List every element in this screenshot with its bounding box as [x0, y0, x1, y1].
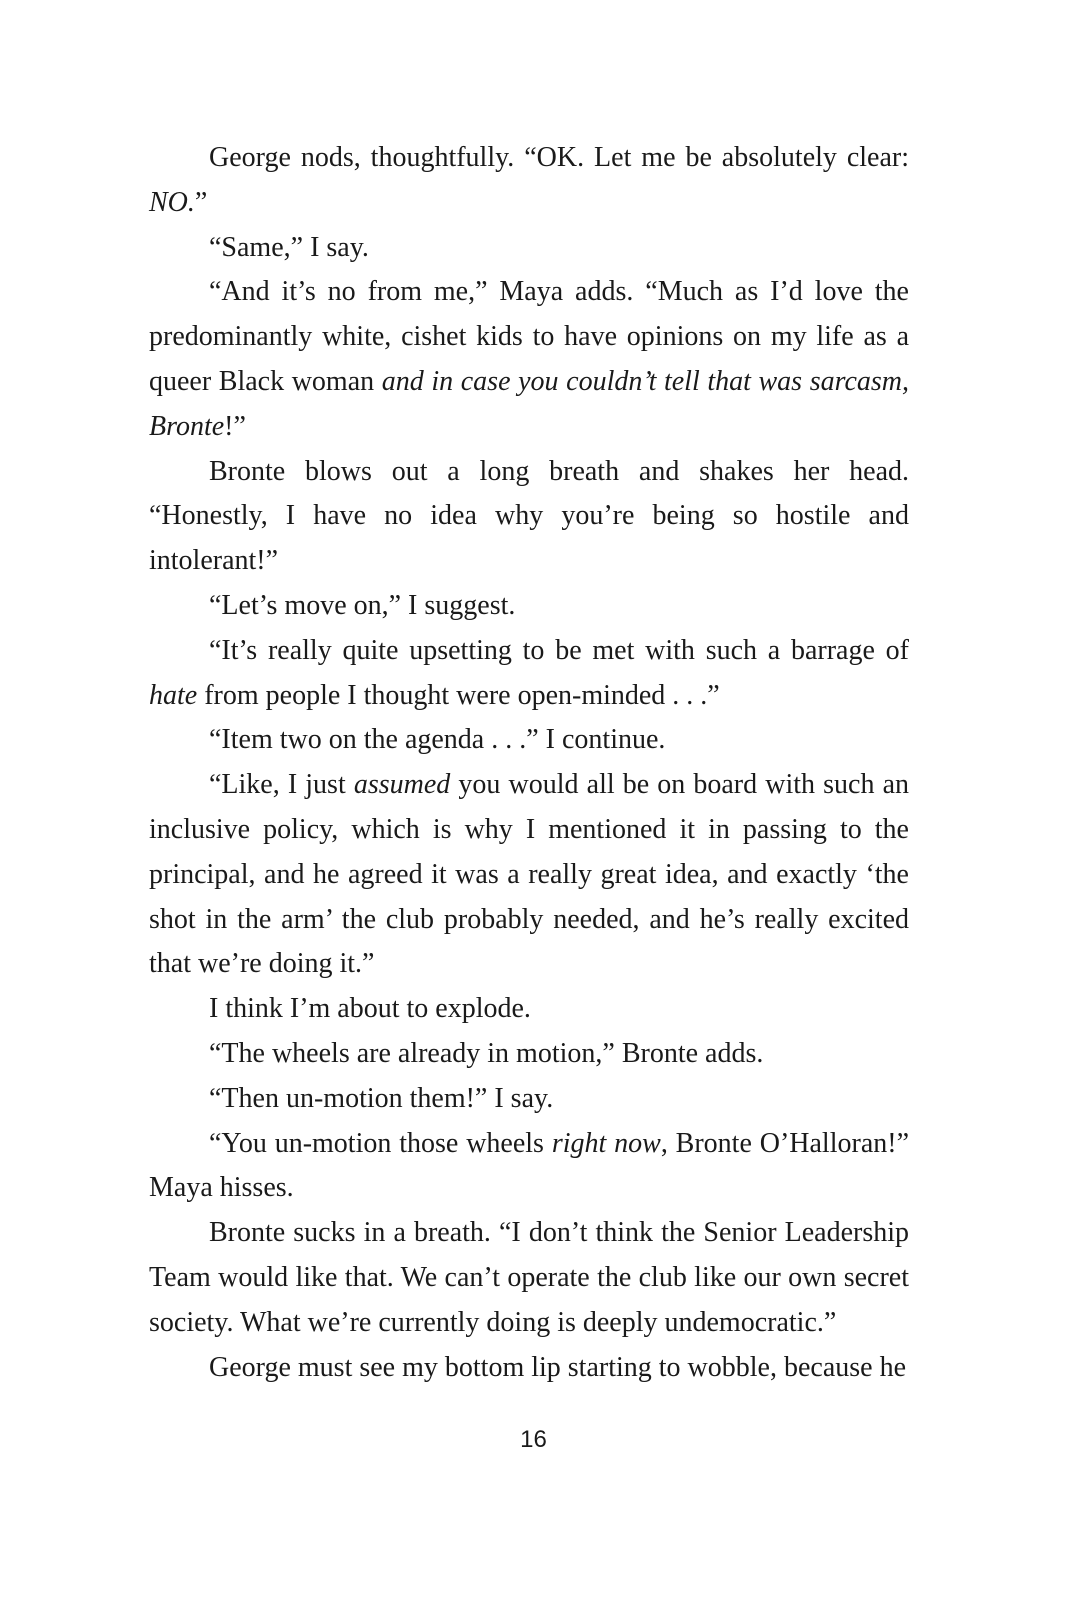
- text-run: Bronte blows out a long breath and shakes her head. “Honestly, I have no idea why you’re being so hostile and intolerant!”: [149, 455, 909, 577]
- text-run: “You un-motion those wheels: [209, 1127, 552, 1159]
- text-run: George nods, thoughtfully. “OK. Let me be absolutely clear:: [209, 142, 909, 173]
- text-run: !”: [224, 410, 246, 442]
- italic-text: right now: [551, 1127, 661, 1159]
- text-run: “And it’s no from me,” Maya adds. “Much as I’d love the predominantly white, cishet kids to have opinions on my life as a queer Black woman: [149, 276, 909, 397]
- italic-text: hate: [149, 679, 198, 711]
- text-run: “Same,” I say.: [209, 231, 369, 263]
- italic-text: NO.: [149, 186, 195, 218]
- italic-text: assumed: [353, 769, 451, 801]
- paragraph: [149, 718, 909, 763]
- text-run: “Let’s move on,” I suggest.: [209, 589, 516, 621]
- text-run: I think I’m about to explode.: [209, 993, 531, 1025]
- paragraph: [149, 1122, 909, 1212]
- paragraph: [149, 136, 909, 226]
- paragraph: [149, 584, 909, 629]
- text-run: you would all be on board with such an inclusive policy, which is why I mentioned it in passing to the principal, and he agreed it was a really great idea, and exactly ‘the shot in the arm’ the club probably needed, and he’s really excited that we’re doing it.”: [149, 769, 909, 980]
- text-run: ”: [194, 186, 208, 218]
- text-run: “Item two on the agenda . . .” I continue.: [209, 724, 666, 756]
- book-page-body: [149, 136, 909, 1390]
- paragraph: [149, 629, 909, 719]
- paragraph: [149, 450, 909, 584]
- text-run: Bronte sucks in a breath. “I don’t think the Senior Leadership Team would like that. We can’t operate the club like our own secret society. What we’re currently doing is deeply undemocratic.”: [149, 1217, 909, 1338]
- text-run: “Then un-motion them!” I say.: [209, 1082, 554, 1114]
- text-run: from people I thought were open-minded . . .”: [197, 679, 720, 711]
- paragraph: [149, 270, 909, 449]
- text-run: “The wheels are already in motion,” Bronte adds.: [209, 1037, 764, 1069]
- italic-text: and in case you couldn’t tell that was sarcasm, Bronte: [149, 365, 909, 442]
- paragraph: [149, 1077, 909, 1122]
- paragraph: [149, 763, 909, 987]
- text-run: George must see my bottom lip starting to wobble, because he: [209, 1351, 907, 1383]
- paragraph: [149, 1346, 909, 1391]
- text-run: , Bronte O’Halloran!” Maya hisses.: [149, 1127, 909, 1204]
- page-number: 16: [520, 1426, 547, 1453]
- paragraph: [149, 1211, 909, 1345]
- paragraph: [149, 987, 909, 1032]
- paragraph: [149, 1032, 909, 1077]
- text-run: “Like, I just: [209, 769, 354, 801]
- paragraph: [149, 226, 909, 271]
- text-run: “It’s really quite upsetting to be met with such a barrage of: [209, 634, 909, 666]
